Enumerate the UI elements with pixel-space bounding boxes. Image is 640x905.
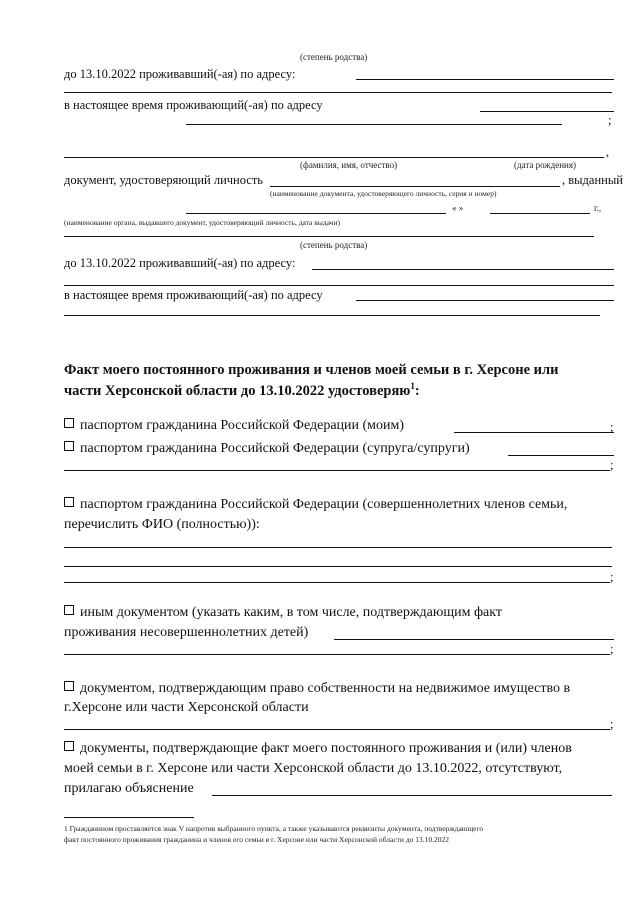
doc-name-label: (наименование документа, удостоверяющего личность, серия и номер) [270, 189, 497, 198]
fill-line[interactable] [64, 470, 610, 471]
dob-label: (дата рождения) [514, 160, 576, 170]
checkbox[interactable] [64, 497, 74, 507]
option-other-document[interactable]: иным документом (указать каким, в том числе, подтверждающим факт [64, 605, 502, 621]
authority-label: (наименование органа, выдавшего документ, удостоверяющий личность, дата выдачи) [64, 218, 340, 227]
fill-line[interactable] [334, 639, 614, 640]
address-line[interactable] [312, 269, 614, 270]
fio-label: (фамилия, имя, отчество) [300, 160, 398, 170]
fio-line[interactable] [64, 157, 604, 158]
checkbox[interactable] [64, 681, 74, 691]
fact-heading-line1: Факт моего постоянного проживания и членов моей семьи в г. Херсоне или [64, 362, 559, 378]
checkbox[interactable] [64, 741, 74, 751]
checkbox[interactable] [64, 441, 74, 451]
semicolon: ; [608, 113, 612, 127]
fill-line[interactable] [64, 654, 610, 655]
fill-line[interactable] [508, 455, 614, 456]
fill-line[interactable] [64, 582, 610, 583]
address-line[interactable] [480, 111, 614, 112]
address-line[interactable] [64, 285, 614, 286]
semicolon: ; [610, 642, 614, 656]
checkbox[interactable] [64, 605, 74, 615]
footnote-line1: 1 Гражданином проставляется знак V напротив выбранного пункта, а также указываются реквизиты документа, подтверждающего [64, 824, 484, 833]
footnote-separator [64, 817, 194, 818]
option-adult-family-passports[interactable]: паспортом гражданина Российской Федерации (совершеннолетних членов семьи, [64, 497, 567, 513]
option-no-documents-line2: моей семьи в г. Херсоне или части Херсонской области до 13.10.2022, отсутствуют, [64, 761, 563, 776]
degree-label-2: (степень родства) [300, 240, 368, 250]
fill-line[interactable] [64, 547, 612, 548]
comma: , [606, 145, 610, 159]
address-line[interactable] [186, 124, 562, 125]
address-line[interactable] [64, 315, 600, 316]
date-quotes: « » [452, 203, 464, 213]
fill-line[interactable] [454, 432, 614, 433]
option-no-documents[interactable]: документы, подтверждающие факт моего постоянного проживания и (или) членов [64, 741, 572, 757]
address-line[interactable] [356, 300, 614, 301]
semicolon: ; [610, 570, 614, 584]
option-own-passport[interactable]: паспортом гражданина Российской Федерации (моим) [64, 418, 404, 434]
lived-until-label-1: до 13.10.2022 проживавший(-ая) по адресу: [64, 67, 296, 81]
semicolon: ; [610, 717, 614, 731]
issued-label: , выданный [562, 173, 623, 187]
id-doc-label: документ, удостоверяющий личность [64, 173, 264, 187]
option-spouse-passport[interactable]: паспортом гражданина Российской Федерации (супруга/супруги) [64, 441, 470, 457]
semicolon: ; [610, 420, 614, 434]
option-property-document[interactable]: документом, подтверждающим право собственности на недвижимое имущество в [64, 681, 570, 697]
semicolon: ; [610, 458, 614, 472]
option-other-document-hint: проживания несовершеннолетних детей) [64, 625, 309, 640]
date-line[interactable] [490, 213, 590, 214]
fact-heading-line2: части Херсонской области до 13.10.2022 удостоверяю$^1$: [64, 381, 420, 399]
degree-label-1: (степень родства) [300, 52, 368, 62]
address-line[interactable] [356, 79, 614, 80]
explanation-line[interactable] [212, 795, 612, 796]
year-label: г., [594, 203, 602, 213]
currently-label-2: в настоящее время проживающий(-ая) по адресу [64, 288, 323, 302]
id-doc-line[interactable] [270, 186, 560, 187]
option-adult-family-fio-hint: перечислить ФИО (полностью)): [64, 517, 260, 532]
checkbox[interactable] [64, 418, 74, 428]
fill-line[interactable] [64, 566, 612, 567]
lived-until-label-2: до 13.10.2022 проживавший(-ая) по адресу: [64, 256, 296, 270]
option-property-location: г.Херсоне или части Херсонской области [64, 700, 309, 715]
fill-line[interactable] [64, 729, 610, 730]
authority-line[interactable] [64, 236, 594, 237]
footnote-line2: факт постоянного проживания гражданина и членов его семьи в г. Херсоне или части Херсонской области до 13.10.2022 [64, 835, 450, 844]
doc-number-line[interactable] [186, 213, 446, 214]
option-no-documents-line3: прилагаю объяснение [64, 781, 194, 796]
address-line[interactable] [64, 92, 612, 93]
currently-label-1: в настоящее время проживающий(-ая) по адресу [64, 98, 323, 112]
